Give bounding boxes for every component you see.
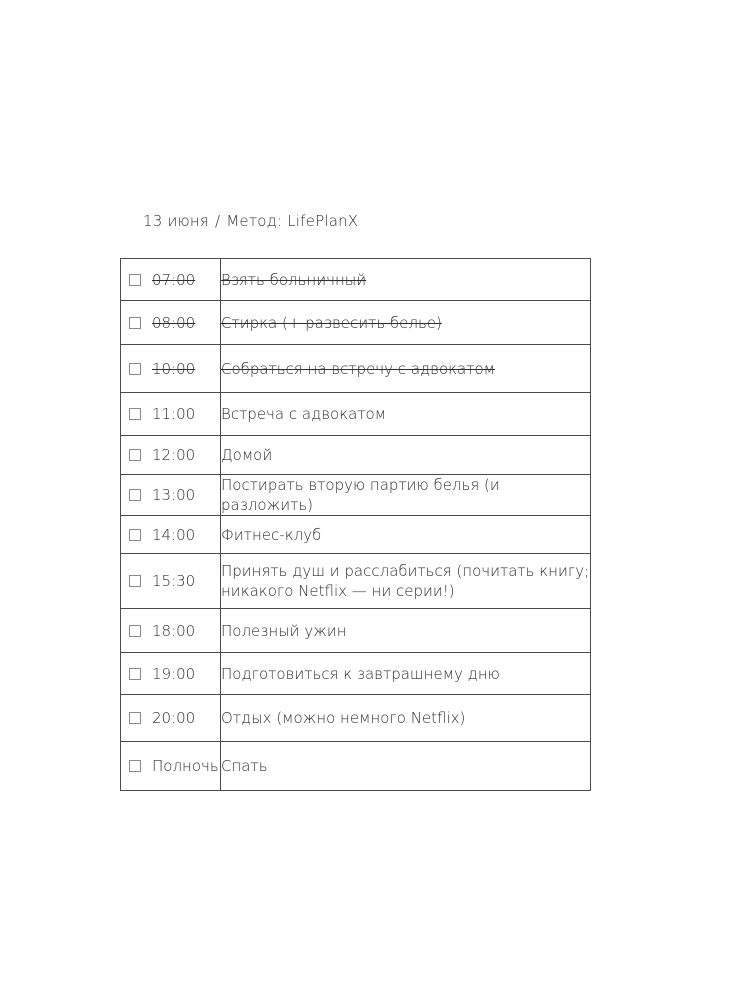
time-label: Полночь [152,757,219,775]
schedule-table [120,258,591,791]
task-cell [221,609,591,653]
table-row [121,301,591,345]
checkbox-icon[interactable] [129,408,141,420]
document-header [143,212,358,230]
checkbox-icon[interactable] [129,668,141,680]
time-cell [121,653,221,695]
task-cell [221,695,591,742]
task-label: Полезный ужин [221,621,347,640]
task-label: Спать [221,757,268,775]
checkbox-icon[interactable] [129,363,141,375]
time-cell [121,436,221,475]
time-cell [121,742,221,791]
table-row [121,393,591,436]
time-label: 07:00 [152,270,196,289]
task-label: Домой [221,446,273,464]
task-label: Встреча с адвокатом [221,405,387,423]
header-separator: / [215,212,221,230]
time-cell [121,695,221,742]
task-cell [221,259,591,301]
checkbox-icon[interactable] [129,449,141,461]
task-cell [221,516,591,554]
time-cell [121,554,221,609]
checkbox-icon[interactable] [129,575,141,587]
time-label: 19:00 [152,664,196,683]
table-row [121,475,591,516]
time-label: 12:00 [152,446,196,464]
task-label: Взять больничный [221,270,367,289]
task-label: Фитнес-клуб [221,525,322,544]
checkbox-icon[interactable] [129,489,141,501]
task-cell [221,742,591,791]
time-cell [121,609,221,653]
time-label: 10:00 [152,359,196,378]
task-cell [221,554,591,609]
time-cell [121,259,221,301]
time-label: 20:00 [152,709,196,727]
task-label: Постирать вторую партию белья (и разложить) [221,476,500,514]
task-cell [221,436,591,475]
time-label: 11:00 [152,405,196,423]
table-row [121,653,591,695]
time-label: 08:00 [152,313,196,332]
task-label: Принять душ и расслабиться (почитать книгу; никакого Netflix — ни серии!) [221,562,590,600]
table-row [121,436,591,475]
task-cell [221,653,591,695]
task-cell [221,475,591,516]
time-cell [121,516,221,554]
task-cell [221,345,591,393]
time-label: 15:30 [152,572,196,590]
time-cell [121,393,221,436]
header-method: Метод: LifePlanX [226,212,359,230]
time-cell [121,475,221,516]
task-cell [221,301,591,345]
task-cell [221,393,591,436]
header-date: 13 июня [143,212,210,230]
table-row [121,742,591,791]
table-row [121,259,591,301]
task-label: Подготовиться к завтрашнему дню [221,664,500,683]
time-cell [121,301,221,345]
checkbox-icon[interactable] [129,529,141,541]
checkbox-icon[interactable] [129,274,141,286]
checkbox-icon[interactable] [129,625,141,637]
checkbox-icon[interactable] [129,760,141,772]
time-label: 13:00 [152,486,196,504]
checkbox-icon[interactable] [129,712,141,724]
task-label: Собраться на встречу с адвокатом [221,359,495,378]
table-row [121,345,591,393]
task-label: Отдых (можно немного Netflix) [221,709,466,727]
table-row [121,609,591,653]
checkbox-icon[interactable] [129,317,141,329]
time-cell [121,345,221,393]
time-label: 14:00 [152,525,196,544]
time-label: 18:00 [152,621,196,640]
table-row [121,554,591,609]
task-label: Стирка (+ развесить белье) [221,313,442,332]
table-row [121,516,591,554]
table-row [121,695,591,742]
